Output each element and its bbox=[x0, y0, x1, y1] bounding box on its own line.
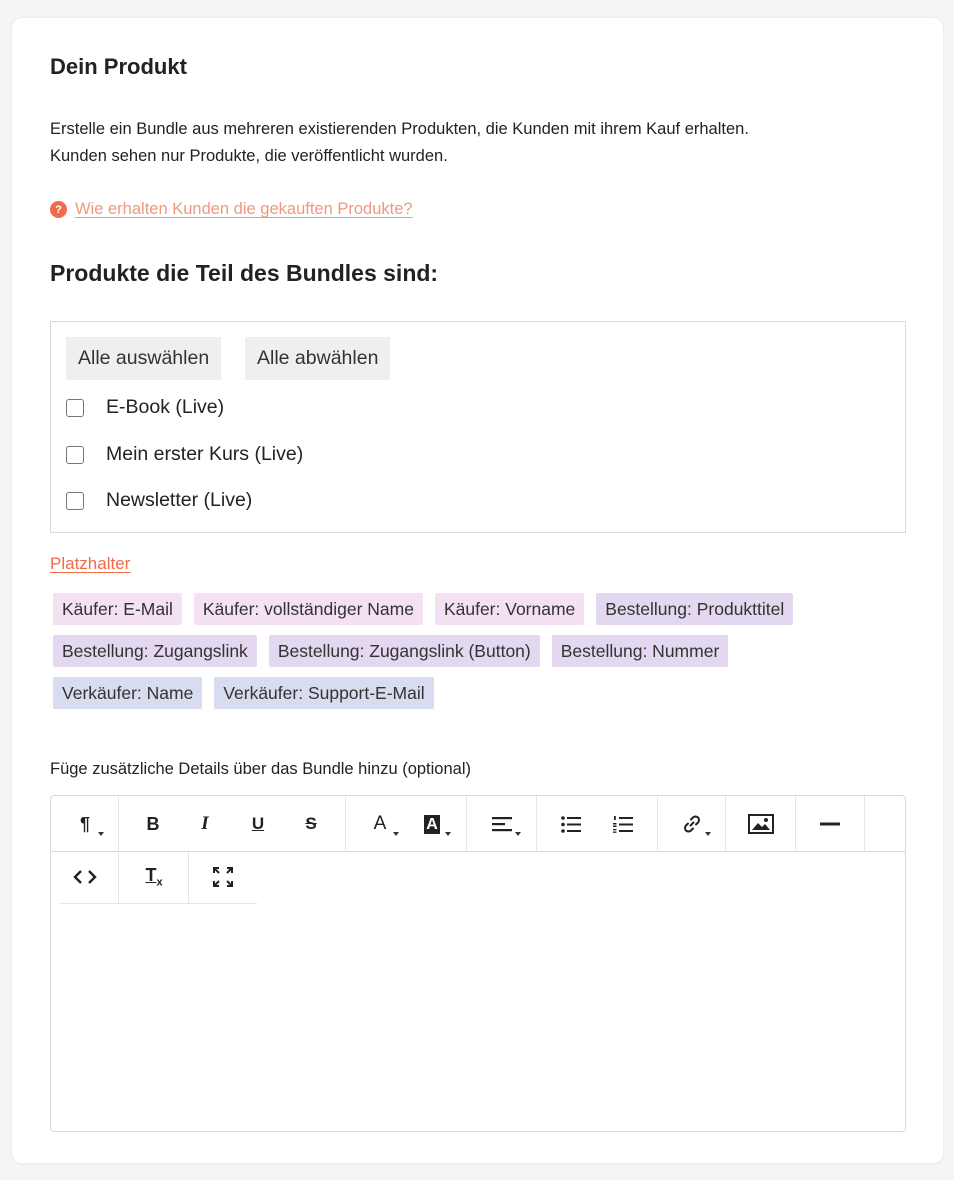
toolbar-group-code bbox=[59, 852, 119, 904]
tag-seller-name[interactable]: Verkäufer: Name bbox=[53, 677, 202, 709]
tag-order-access-link-button[interactable]: Bestellung: Zugangslink (Button) bbox=[269, 635, 540, 667]
clear-formatting-icon: $T_x$ bbox=[145, 865, 163, 889]
product-label: Newsletter (Live) bbox=[106, 489, 253, 511]
code-view-button[interactable] bbox=[70, 863, 100, 891]
toolbar-group-image bbox=[726, 796, 796, 852]
product-checkbox[interactable] bbox=[66, 446, 84, 464]
placeholder-link[interactable]: Platzhalter bbox=[50, 554, 131, 573]
image-icon bbox=[748, 814, 774, 834]
link-button[interactable] bbox=[677, 810, 707, 838]
strikethrough-button[interactable] bbox=[296, 810, 326, 838]
align-left-icon bbox=[492, 816, 512, 832]
placeholder-tags bbox=[53, 593, 913, 719]
strikethrough-icon: S bbox=[305, 814, 317, 833]
help-row bbox=[50, 200, 413, 219]
product-card bbox=[12, 18, 943, 1163]
horizontal-rule-icon bbox=[820, 822, 840, 826]
editor-toolbar bbox=[51, 796, 905, 852]
underline-icon: U bbox=[251, 814, 265, 833]
background-color-icon: A bbox=[426, 815, 438, 833]
bullet-list-icon bbox=[561, 816, 581, 833]
bold-button[interactable] bbox=[138, 810, 168, 838]
select-all-button[interactable]: Alle auswählen bbox=[66, 337, 221, 380]
products-section-title: Produkte die Teil des Bundles sind: bbox=[50, 260, 439, 286]
description-line-1: Erstelle ein Bundle aus mehreren existierenden Produkten, die Kunden mit ihrem Kauf erhalten. bbox=[50, 120, 749, 138]
numbered-list-button[interactable] bbox=[608, 810, 638, 838]
tag-buyer-email[interactable]: Käufer: E-Mail bbox=[53, 593, 182, 625]
card-description bbox=[50, 116, 900, 170]
product-label: E-Book (Live) bbox=[106, 396, 225, 418]
toolbar-group-paragraph bbox=[51, 796, 119, 852]
paragraph-format-button[interactable] bbox=[70, 810, 100, 838]
question-icon: ? bbox=[50, 201, 67, 218]
tag-order-access-link[interactable]: Bestellung: Zugangslink bbox=[53, 635, 257, 667]
deselect-all-button[interactable]: Alle abwählen bbox=[245, 337, 390, 380]
bold-icon: B bbox=[146, 813, 160, 834]
product-label: Mein erster Kurs (Live) bbox=[106, 443, 304, 465]
tag-buyer-first-name[interactable]: Käufer: Vorname bbox=[435, 593, 584, 625]
numbered-list-icon bbox=[613, 816, 633, 833]
toolbar-group-clear bbox=[119, 852, 189, 904]
link-icon bbox=[682, 814, 702, 834]
align-button[interactable] bbox=[487, 810, 517, 838]
toolbar-group-fullscreen bbox=[189, 852, 257, 904]
product-selection-box bbox=[50, 321, 906, 533]
tag-seller-support-email[interactable]: Verkäufer: Support-E-Mail bbox=[214, 677, 433, 709]
italic-icon: I bbox=[201, 813, 209, 834]
toolbar-group-align bbox=[467, 796, 537, 852]
tag-order-number[interactable]: Bestellung: Nummer bbox=[552, 635, 729, 667]
card-title: Dein Produkt bbox=[50, 54, 187, 79]
image-button[interactable] bbox=[746, 810, 776, 838]
product-item-ebook[interactable] bbox=[66, 396, 224, 419]
product-item-newsletter[interactable] bbox=[66, 489, 252, 512]
details-label: Füge zusätzliche Details über das Bundle hinzu (optional) bbox=[50, 760, 471, 778]
font-color-button[interactable] bbox=[365, 810, 395, 838]
clear-formatting-button[interactable] bbox=[139, 863, 169, 891]
toolbar-group-link bbox=[658, 796, 726, 852]
product-checkbox[interactable] bbox=[66, 492, 84, 510]
toolbar-group-text-style bbox=[119, 796, 346, 852]
tag-order-product-title[interactable]: Bestellung: Produkttitel bbox=[596, 593, 793, 625]
paragraph-icon: ¶ bbox=[79, 813, 90, 834]
product-checkbox[interactable] bbox=[66, 399, 84, 417]
fullscreen-icon bbox=[212, 866, 234, 888]
fullscreen-button[interactable] bbox=[208, 863, 238, 891]
toolbar-group-lists bbox=[537, 796, 658, 852]
bullet-list-button[interactable] bbox=[556, 810, 586, 838]
background-color-button[interactable] bbox=[417, 810, 447, 838]
underline-button[interactable] bbox=[243, 810, 273, 838]
rich-text-editor bbox=[50, 795, 906, 1132]
editor-content-area[interactable] bbox=[51, 906, 905, 1131]
code-icon bbox=[73, 869, 97, 885]
help-link[interactable]: Wie erhalten Kunden die gekauften Produkte? bbox=[75, 200, 413, 218]
tag-buyer-full-name[interactable]: Käufer: vollständiger Name bbox=[194, 593, 423, 625]
horizontal-rule-button[interactable] bbox=[815, 810, 845, 838]
font-color-icon: A bbox=[373, 813, 387, 834]
italic-button[interactable] bbox=[190, 810, 220, 838]
product-item-course[interactable] bbox=[66, 443, 303, 466]
toolbar-group-hr bbox=[796, 796, 865, 852]
description-line-2: Kunden sehen nur Produkte, die veröffentlicht wurden. bbox=[50, 147, 448, 165]
toolbar-group-colors bbox=[346, 796, 467, 852]
